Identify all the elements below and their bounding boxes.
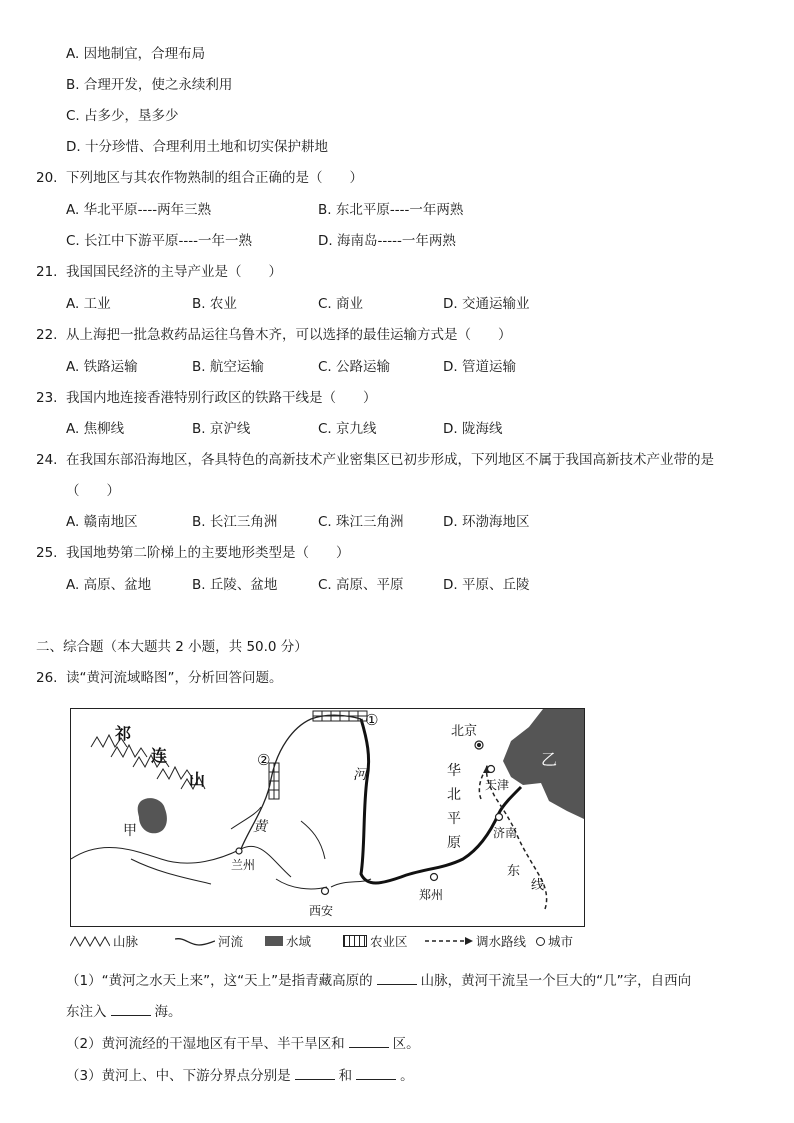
q24-option-a: A. 赣南地区 [66,514,138,530]
q21-option-a: A. 工业 [66,296,111,312]
q24-option-c: C. 珠江三角洲 [318,514,404,530]
city-legend-icon [536,937,545,946]
blank-boundary-1[interactable] [295,1065,335,1080]
blank-boundary-2[interactable] [356,1065,396,1080]
q19-option-d: D. 十分珍惜、合理利用土地和切实保护耕地 [66,139,328,155]
q25-option-c: C. 高原、平原 [318,577,404,593]
label-dong: 东 [507,864,521,879]
water-legend-icon [265,936,283,946]
q25-option-a: A. 高原、盆地 [66,577,152,593]
jinan-city-icon [496,814,503,821]
mountains-icon [91,735,205,789]
q23-number: 23. [36,390,58,406]
label-yuan: 原 [447,835,461,851]
label-xian-route: 线 [531,878,545,893]
label-hua: 华 [447,763,461,779]
label-yi: 乙 [541,750,558,769]
legend-city: 城市 [536,932,573,950]
q19-option-c: C. 占多少，垦多少 [66,108,179,124]
label-jia: 甲 [123,823,137,839]
q23-option-c: C. 京九线 [318,421,377,437]
lake-jia [138,798,167,833]
mountains-legend-icon [70,935,110,947]
label-jinan: 济南 [493,826,518,840]
label-qi: 祁 [115,724,132,743]
label-huang: 黄 [253,819,267,835]
label-he: 河 [353,767,367,783]
q22-option-a: A. 铁路运输 [66,359,138,375]
q20-option-b: B. 东北平原----一年两熟 [318,202,464,218]
label-lanzhou: 兰州 [231,858,256,872]
river-legend-icon [175,935,215,947]
label-lian: 连 [151,746,168,765]
blank-sea[interactable] [111,1001,151,1016]
label-tianjin: 天津 [485,778,510,792]
q22-option-b: B. 航空运输 [192,359,264,375]
q20-stem: 下列地区与其农作物熟制的组合正确的是（ ） [66,170,363,186]
blank-dry-wet-zone[interactable] [349,1033,389,1048]
q21-option-d: D. 交通运输业 [443,296,530,312]
label-circle-2: ② [257,751,271,769]
blank-mountain[interactable] [377,970,417,985]
q20-number: 20. [36,170,58,186]
q23-option-b: B. 京沪线 [192,421,251,437]
q20-option-d: D. 海南岛-----一年两熟 [318,233,456,249]
q20-option-a: A. 华北平原----两年三熟 [66,202,212,218]
q21-stem: 我国国民经济的主导产业是（ ） [66,264,282,280]
q23-option-d: D. 陇海线 [443,421,503,437]
q24-option-d: D. 环渤海地区 [443,514,530,530]
q22-stem: 从上海把一批急救药品运往乌鲁木齐，可以选择的最佳运输方式是（ ） [66,327,512,343]
farm-area-2 [269,763,279,799]
zhengzhou-city-icon [431,874,438,881]
q26-sub2: （2）黄河流经的干湿地区有干旱、半干旱区和 区。 [66,1033,420,1054]
label-xian: 西安 [309,904,334,918]
q26-stem: 读“黄河流域略图”，分析回答问题。 [66,670,283,686]
legend-farm: 农业区 [343,932,408,950]
q19-option-b: B. 合理开发，使之永续利用 [66,77,233,93]
q24-stem-paren: （ ） [66,483,120,499]
xian-city-icon [322,888,329,895]
label-ping: 平 [447,811,461,827]
legend-route: 调水路线 [425,932,526,950]
route-legend-icon [425,935,473,947]
legend-water: 水域 [265,932,311,950]
lanzhou-city-icon [236,848,242,854]
legend-mountains: 山脉 [70,932,138,950]
q25-stem: 我国地势第二阶梯上的主要地形类型是（ ） [66,545,350,561]
label-beijing: 北京 [451,724,478,739]
q21-option-c: C. 商业 [318,296,364,312]
q26-sub1-line1: （1）“黄河之水天上来”，这“天上”是指青藏高原的 山脉，黄河干流呈一个巨大的“几”字，自西向 [66,970,691,991]
q25-number: 25. [36,545,58,561]
q24-number: 24. [36,452,58,468]
q21-option-b: B. 农业 [192,296,237,312]
yellow-river-map [70,708,585,927]
farm-legend-icon [343,935,367,947]
q24-option-b: B. 长江三角洲 [192,514,278,530]
q23-stem: 我国内地连接香港特别行政区的铁路干线是（ ） [66,390,377,406]
q24-stem: 在我国东部沿海地区，各具特色的高新技术产业密集区已初步形成，下列地区不属于我国高新技术产业带的是 [66,452,714,468]
q25-option-d: D. 平原、丘陵 [443,577,530,593]
q26-sub1-line2: 东注入 海。 [66,1001,182,1022]
map-legend [70,932,590,952]
tianjin-city-icon [488,766,495,773]
label-zhengzhou: 郑州 [419,888,444,902]
q22-number: 22. [36,327,58,343]
q25-option-b: B. 丘陵、盆地 [192,577,278,593]
farm-area-1 [313,711,367,721]
label-bei: 北 [447,787,461,803]
label-shan: 山 [189,770,206,789]
q22-option-c: C. 公路运输 [318,359,391,375]
q26-number: 26. [36,670,58,686]
q19-option-a: A. 因地制宜，合理布局 [66,46,206,62]
q21-number: 21. [36,264,58,280]
section-title: 二、综合题（本大题共 2 小题，共 50.0 分） [36,639,308,655]
legend-river: 河流 [175,932,243,950]
q23-option-a: A. 焦柳线 [66,421,125,437]
label-circle-1: ① [365,711,379,729]
q26-sub3: （3）黄河上、中、下游分界点分别是 和 。 [66,1065,414,1086]
q22-option-d: D. 管道运输 [443,359,516,375]
q20-option-c: C. 长江中下游平原----一年一熟 [66,233,253,249]
